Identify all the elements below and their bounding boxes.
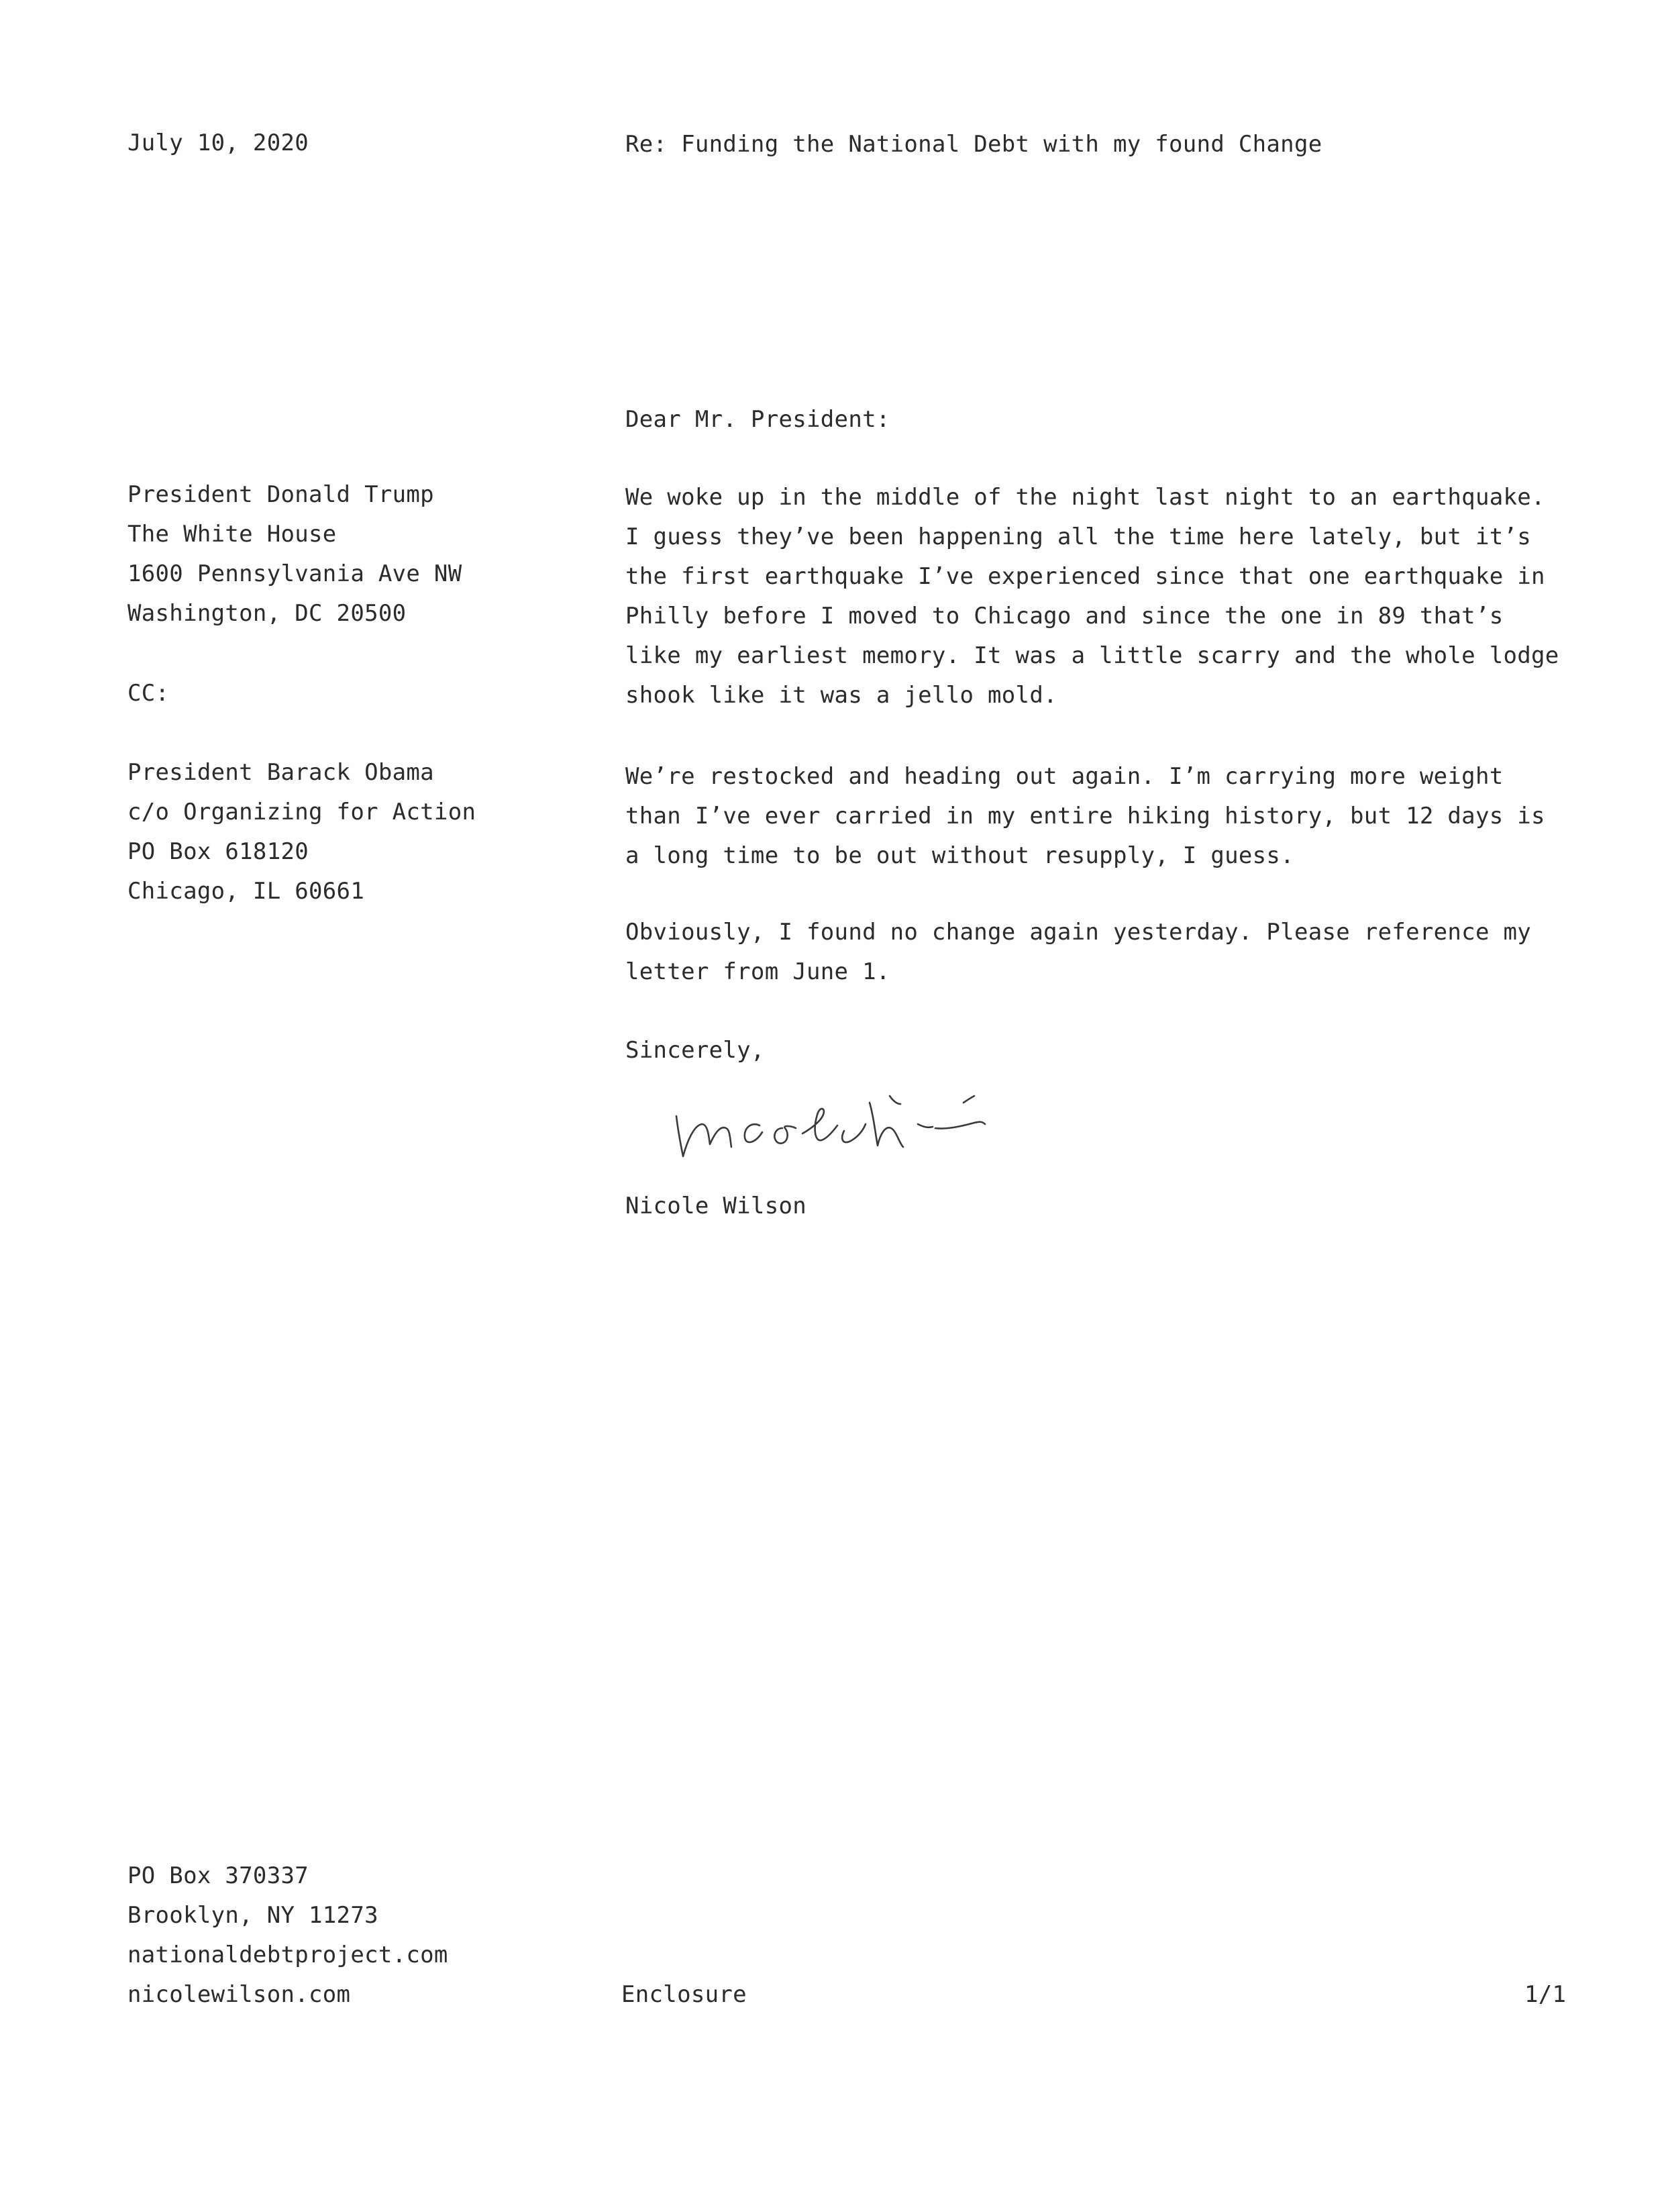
signature-stroke: [842, 1124, 866, 1142]
cc-city: Chicago, IL 60661: [127, 878, 365, 905]
paragraph-line: like my earliest memory. It was a little scarry and the whole lodge: [625, 642, 1559, 669]
signature-stroke: [935, 1122, 985, 1129]
page-number: 1/1: [1524, 1981, 1567, 2008]
cc-label: CC:: [127, 680, 170, 707]
body-paragraph: [625, 913, 1531, 992]
recipient-name: President Donald Trump: [127, 481, 434, 508]
recipient-street: 1600 Pennsylvania Ave NW: [127, 560, 462, 587]
paragraph-line: a long time to be out without resupply, I guess.: [625, 842, 1294, 869]
signature-stroke: [964, 1096, 974, 1103]
paragraph-line: I guess they’ve been happening all the time here lately, but it’s: [625, 523, 1532, 550]
paragraph-line: the first earthquake I’ve experienced since that one earthquake in: [625, 563, 1545, 590]
signature-stroke: [890, 1096, 900, 1104]
letter-date: July 10, 2020: [127, 130, 309, 156]
paragraph-line: letter from June 1.: [625, 958, 890, 985]
paragraph-line: Obviously, I found no change again yesterday. Please reference my: [625, 919, 1532, 946]
letter-subject: Re: Funding the National Debt with my found Change: [625, 131, 1322, 158]
sender-city: Brooklyn, NY 11273: [127, 1902, 378, 1929]
cc-organization: c/o Organizing for Action: [127, 799, 476, 825]
recipient-city: Washington, DC 20500: [127, 600, 407, 627]
paragraph-line: Philly before I moved to Chicago and since the one in 89 that’s: [625, 603, 1504, 630]
paragraph-line: shook like it was a jello mold.: [625, 682, 1057, 709]
paragraph-line: We woke up in the middle of the night last night to an earthquake.: [625, 484, 1545, 511]
recipient-organization: The White House: [127, 521, 337, 548]
enclosure-note: Enclosure: [621, 1981, 747, 2008]
cc-name: President Barack Obama: [127, 759, 434, 786]
valediction: Sincerely,: [625, 1037, 765, 1064]
handwritten-signature: [664, 1064, 1000, 1171]
signature-stroke: [918, 1124, 933, 1127]
signer-name: Nicole Wilson: [625, 1193, 807, 1219]
sender-website: nationaldebtproject.com: [127, 1942, 448, 1968]
paragraph-line: We’re restocked and heading out again. I’m carrying more weight: [625, 763, 1504, 790]
salutation: Dear Mr. President:: [625, 406, 890, 433]
signature-stroke: [870, 1103, 903, 1147]
signature-stroke: [802, 1109, 837, 1140]
cc-address: [127, 753, 476, 911]
body-paragraph: [625, 757, 1545, 876]
sender-po-box: PO Box 370337: [127, 1862, 309, 1889]
signature-stroke: [676, 1116, 731, 1156]
sender-address: [127, 1856, 448, 2015]
body-paragraph: [625, 478, 1559, 715]
paragraph-line: than I’ve ever carried in my entire hiking history, but 12 days is: [625, 803, 1545, 830]
cc-po-box: PO Box 618120: [127, 838, 309, 865]
recipient-address: [127, 475, 462, 634]
signature-stroke: [745, 1124, 762, 1142]
sender-website: nicolewilson.com: [127, 1981, 351, 2008]
signature-stroke: [774, 1126, 796, 1144]
